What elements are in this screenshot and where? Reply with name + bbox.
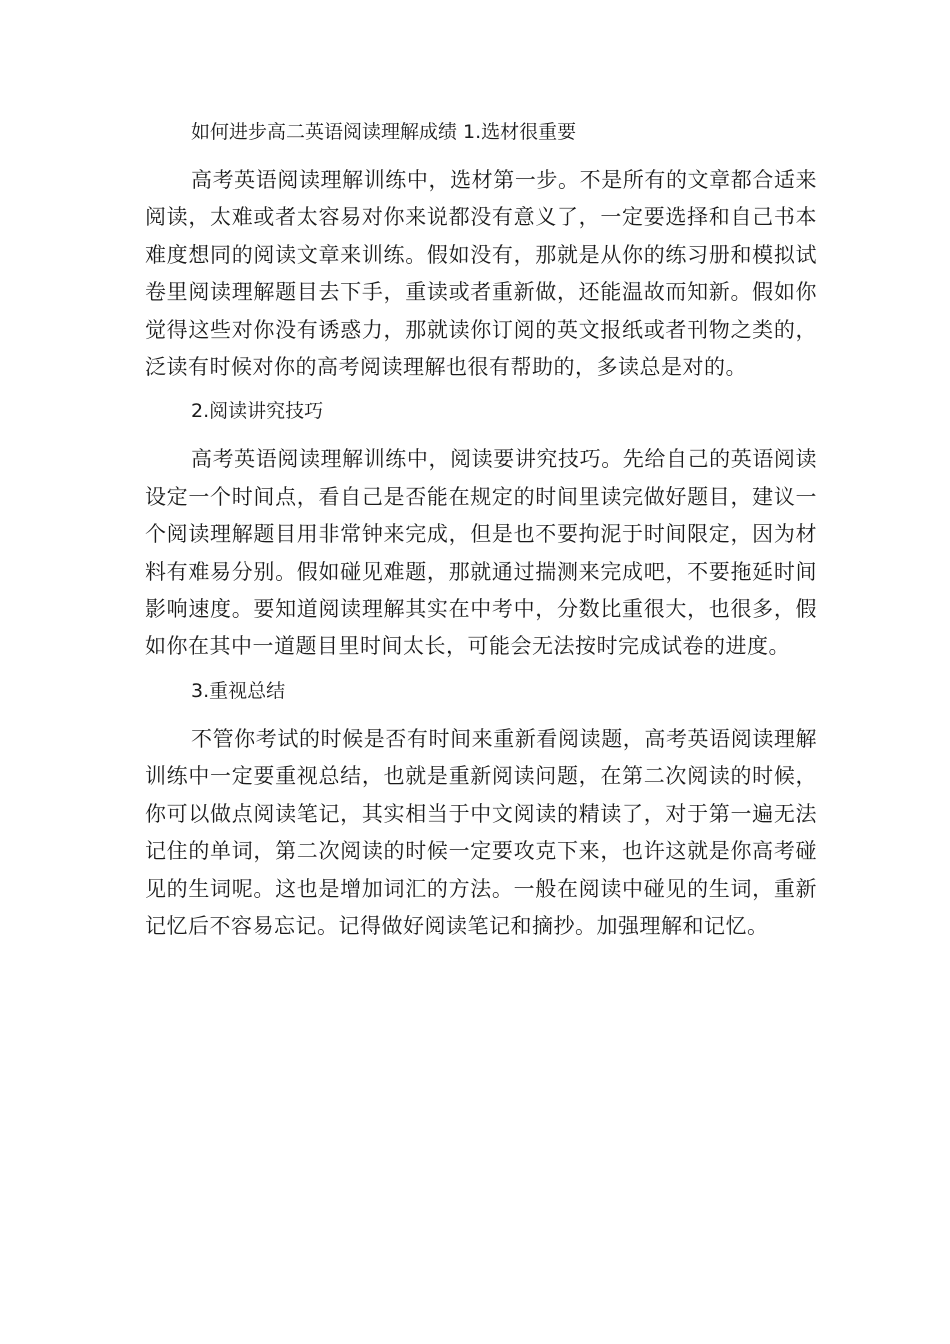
paragraph-material-selection: 高考英语阅读理解训练中，选材第一步。不是所有的文章都合适来阅读，太难或者太容易对你来说都没有意义了，一定要选择和自己书本难度想同的阅读文章来训练。假如没有，那就是从你的练习册和模拟试卷里阅读理解题目去下手，重读或者重新做，还能温故而知新。假如你觉得这些对你没有诱惑力，那就读你订阅的英文报纸或者刊物之类的，泛读有时候对你的高考阅读理解也很有帮助的，多读总是对的。 <box>145 168 817 380</box>
heading-reading-skills: 2.阅读讲究技巧 <box>191 400 324 423</box>
paragraph-reading-skills: 高考英语阅读理解训练中，阅读要讲究技巧。先给自己的英语阅读设定一个时间点，看自己是否能在规定的时间里读完做好题目，建议一个阅读理解题目用非常钟来完成，但是也不要拘泥于时间限定，因为材料有难易分别。假如碰见难题，那就通过揣测来完成吧，不要拖延时间影响速度。要知道阅读理解其实在中考中，分数比重很大，也很多，假如你在其中一道题目里时间太长，可能会无法按时完成试卷的进度。 <box>145 447 817 659</box>
document-title: 如何进步高二英语阅读理解成绩 1.选材很重要 <box>191 121 577 143</box>
heading-summary: 3.重视总结 <box>191 679 286 702</box>
document-body <box>145 116 817 954</box>
paragraph-summary: 不管你考试的时候是否有时间来重新看阅读题，高考英语阅读理解训练中一定要重视总结，也就是重新阅读问题，在第二次阅读的时候，你可以做点阅读笔记，其实相当于中文阅读的精读了，对于第一遍无法记住的单词，第二次阅读的时候一定要攻克下来，也许这就是你高考碰见的生词呢。这也是增加词汇的方法。一般在阅读中碰见的生词，重新记忆后不容易忘记。记得做好阅读笔记和摘抄。加强理解和记忆。 <box>145 726 817 938</box>
